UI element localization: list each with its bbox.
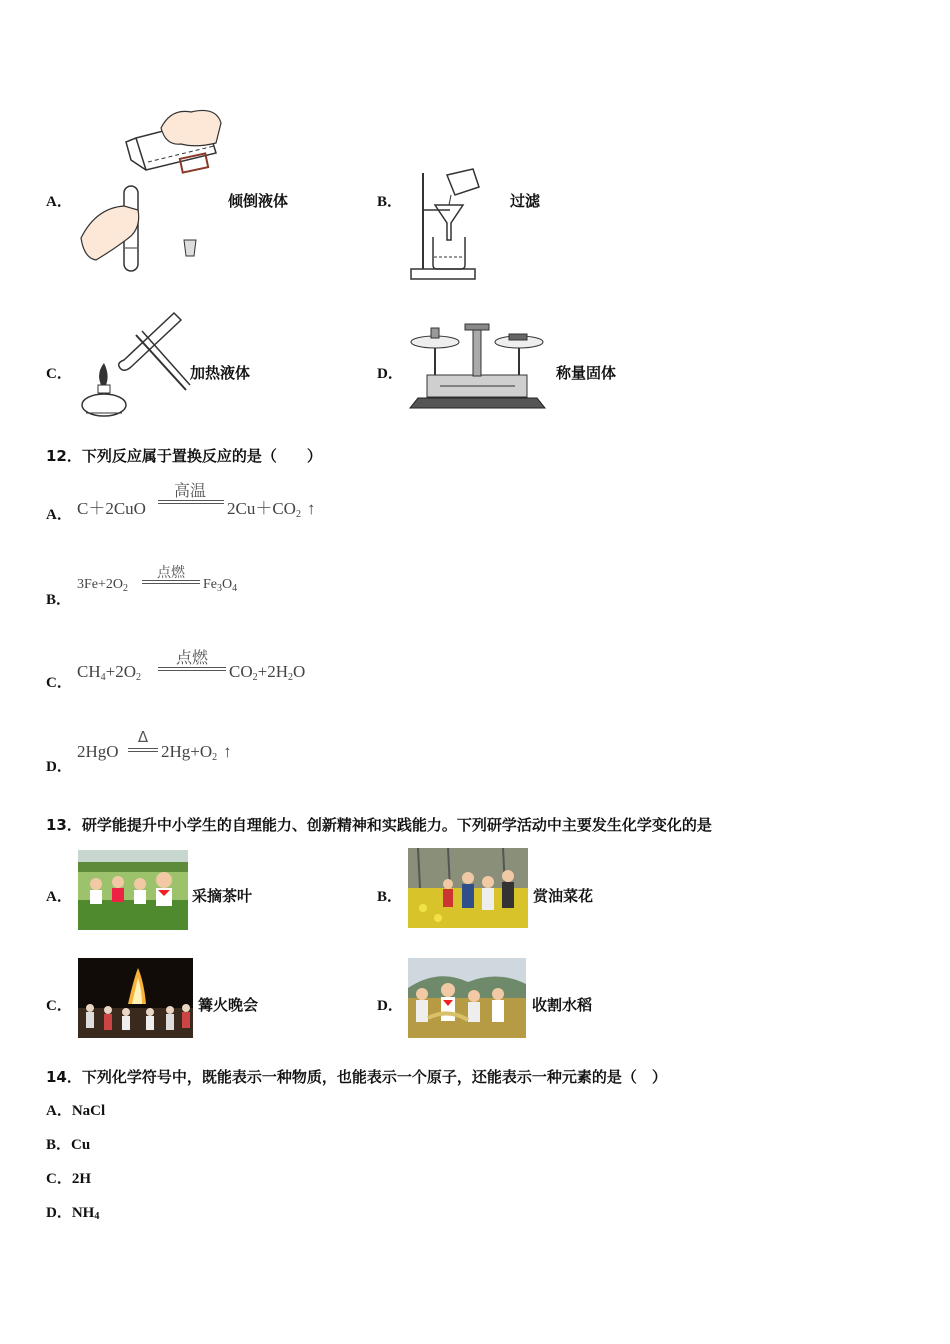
q14-option-c: C．2H <box>46 1171 92 1187</box>
question-12-stem: 12．下列反应属于置换反应的是（ ） <box>46 447 322 465</box>
option-letter: B． <box>377 194 403 210</box>
equation-a-left: C＋2CuO <box>77 499 146 518</box>
option-letter: A． <box>46 194 72 210</box>
bonfire-party-photo <box>78 958 193 1038</box>
heating-liquid-icon <box>76 305 191 420</box>
option-caption: 篝火晚会 <box>198 996 259 1014</box>
option-letter: D． <box>377 998 403 1014</box>
q14-option-a: A．NaCl <box>46 1103 106 1119</box>
equals-sign <box>128 748 158 752</box>
equation-b-right: $Fe_3O_4$ <box>203 577 238 594</box>
option-caption: 加热液体 <box>190 364 251 382</box>
option-letter: D． <box>377 366 403 382</box>
pouring-liquid-icon <box>76 98 226 278</box>
option-caption: 过滤 <box>510 192 541 210</box>
equation-d-right: $2Hg+O_2$ ↑ <box>161 742 232 763</box>
tea-picking-photo <box>78 850 188 930</box>
option-caption: 倾倒液体 <box>228 192 289 210</box>
option-letter: B． <box>46 592 72 608</box>
option-caption: 赏油菜花 <box>533 887 594 905</box>
reaction-condition: 高温 <box>173 481 206 500</box>
equals-sign <box>142 580 200 584</box>
reaction-condition: 点燃 <box>157 565 185 581</box>
q14-option-d: D．$NH_4$ <box>46 1205 100 1222</box>
q14-option-b: B．Cu <box>46 1137 91 1153</box>
option-letter: A． <box>46 507 72 523</box>
reaction-condition: 点燃 <box>175 648 208 667</box>
rapeseed-flower-photo <box>408 848 528 928</box>
option-letter: A． <box>46 889 72 905</box>
option-caption: 称量固体 <box>556 364 617 382</box>
option-letter: B． <box>377 889 403 905</box>
reaction-condition: Δ <box>137 728 149 746</box>
option-letter: C． <box>46 998 72 1014</box>
equation-c-left: $CH_4+2O_2$ <box>77 662 141 683</box>
balance-scale-icon <box>405 320 550 415</box>
option-letter: C． <box>46 366 72 382</box>
rice-harvest-photo <box>408 958 526 1038</box>
equals-sign <box>158 500 224 504</box>
equation-b-left: $3Fe+2O_2$ <box>77 577 129 594</box>
equation-a-right: $2Cu+CO_2$ ↑ <box>227 499 316 520</box>
filtration-icon <box>405 165 490 285</box>
equation-d-left: 2HgO <box>77 742 119 761</box>
option-caption: 采摘茶叶 <box>192 887 253 905</box>
option-letter: C． <box>46 675 72 691</box>
option-caption: 收割水稻 <box>532 996 593 1014</box>
equals-sign <box>158 667 226 671</box>
option-letter: D． <box>46 759 72 775</box>
equation-c-right: $CO_2+2H_2O$ <box>229 662 306 683</box>
question-14-stem: 14．下列化学符号中，既能表示一种物质，也能表示一个原子，还能表示一种元素的是（ ） <box>46 1068 667 1086</box>
question-13-stem: 13．研学能提升中小学生的自理能力、创新精神和实践能力。下列研学活动中主要发生化学变化的是 <box>46 816 712 834</box>
